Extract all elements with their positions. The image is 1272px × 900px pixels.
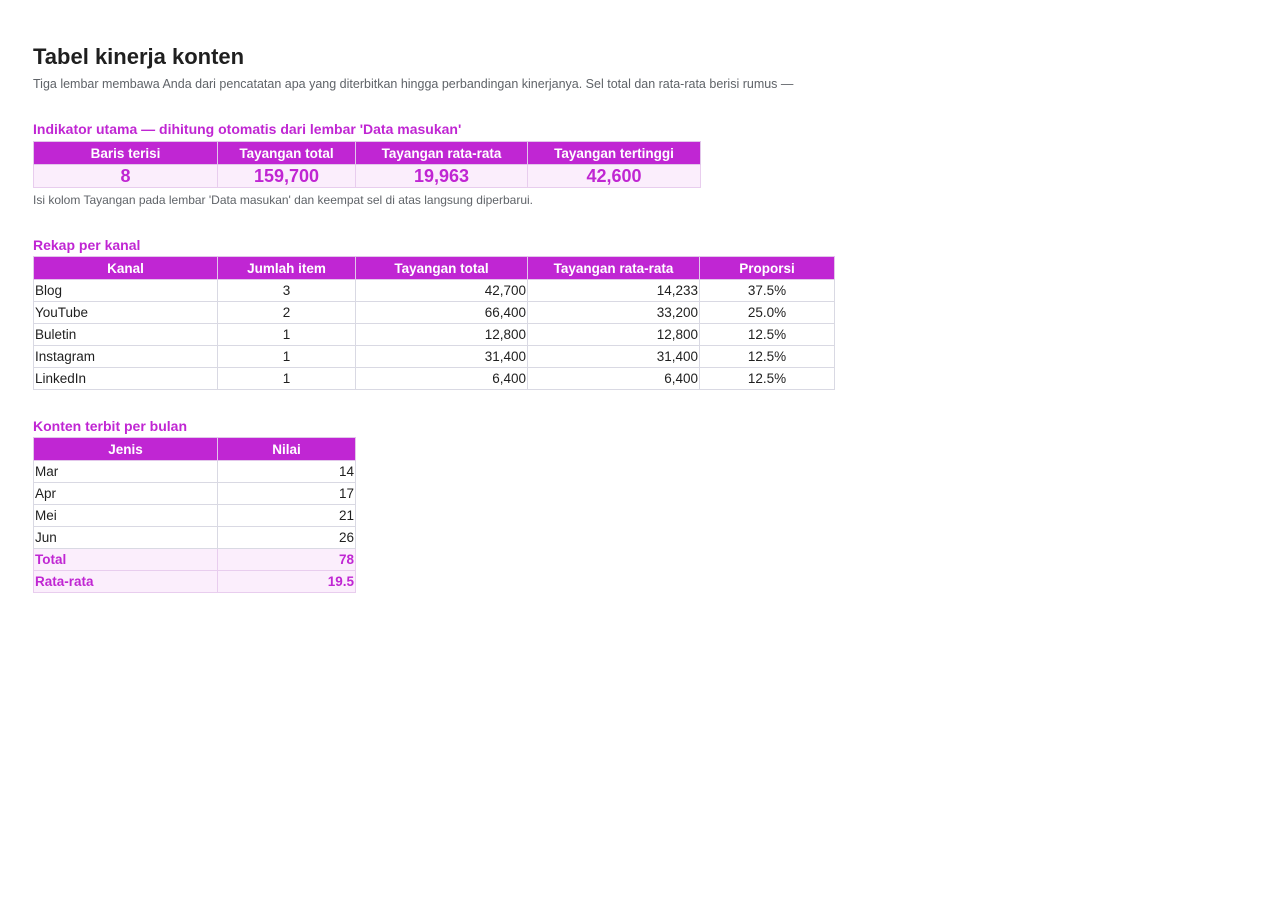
- table-row: [34, 461, 356, 483]
- channel-count-cell[interactable]: 2: [218, 302, 356, 324]
- channels-section-title: Rekap per kanal: [33, 237, 141, 253]
- channel-name-cell[interactable]: Instagram: [34, 346, 218, 368]
- table-row: [34, 324, 835, 346]
- channels-header-cell[interactable]: Tayangan rata-rata: [528, 257, 700, 280]
- channels-header-cell[interactable]: Jumlah item: [218, 257, 356, 280]
- kpi-note: Isi kolom Tayangan pada lembar 'Data masukan' dan keempat sel di atas langsung diperbarui.: [33, 193, 533, 207]
- monthly-header-row: [34, 438, 356, 461]
- channel-share-cell[interactable]: 12.5%: [700, 324, 835, 346]
- channel-total-cell[interactable]: 12,800: [356, 324, 528, 346]
- channel-count-cell[interactable]: 1: [218, 324, 356, 346]
- month-label-cell[interactable]: Apr: [34, 483, 218, 505]
- channel-average-cell[interactable]: 14,233: [528, 280, 700, 302]
- total-value-cell[interactable]: 78: [218, 549, 356, 571]
- channel-name-cell[interactable]: YouTube: [34, 302, 218, 324]
- table-row: [34, 505, 356, 527]
- month-label-cell[interactable]: Jun: [34, 527, 218, 549]
- channels-header-cell[interactable]: Kanal: [34, 257, 218, 280]
- channel-average-cell[interactable]: 31,400: [528, 346, 700, 368]
- page-title: Tabel kinerja konten: [33, 44, 245, 69]
- channel-total-cell[interactable]: 42,700: [356, 280, 528, 302]
- monthly-header-cell[interactable]: Jenis: [34, 438, 218, 461]
- channel-average-cell[interactable]: 12,800: [528, 324, 700, 346]
- channel-share-cell[interactable]: 12.5%: [700, 368, 835, 390]
- table-row: [34, 368, 835, 390]
- monthly-table: [33, 437, 356, 593]
- month-value-cell[interactable]: 21: [218, 505, 356, 527]
- month-label-cell[interactable]: Mar: [34, 461, 218, 483]
- table-row: [34, 302, 835, 324]
- total-label-cell[interactable]: Total: [34, 549, 218, 571]
- kpi-header-cell[interactable]: Tayangan rata-rata: [356, 142, 528, 165]
- month-label-cell[interactable]: Mei: [34, 505, 218, 527]
- channel-name-cell[interactable]: Buletin: [34, 324, 218, 346]
- month-value-cell[interactable]: 26: [218, 527, 356, 549]
- kpi-value-cell[interactable]: 19,963: [356, 165, 528, 188]
- kpi-header-cell[interactable]: Tayangan tertinggi: [528, 142, 701, 165]
- kpi-header-row: [34, 142, 701, 165]
- kpi-header-cell[interactable]: Baris terisi: [34, 142, 218, 165]
- monthly-header-cell[interactable]: Nilai: [218, 438, 356, 461]
- total-row: [34, 549, 356, 571]
- channel-total-cell[interactable]: 66,400: [356, 302, 528, 324]
- page-subtitle: Tiga lembar membawa Anda dari pencatatan apa yang diterbitkan hingga perbandingan kinerjanya. Sel total dan rata-rata berisi rumus —: [33, 77, 794, 91]
- kpi-table: [33, 141, 701, 188]
- kpi-value-row: [34, 165, 701, 188]
- kpi-header-cell[interactable]: Tayangan total: [218, 142, 356, 165]
- average-label-cell[interactable]: Rata-rata: [34, 571, 218, 593]
- table-row: [34, 280, 835, 302]
- average-value-cell[interactable]: 19.5: [218, 571, 356, 593]
- monthly-section-title: Konten terbit per bulan: [33, 418, 187, 434]
- channels-table: [33, 256, 835, 390]
- channel-total-cell[interactable]: 31,400: [356, 346, 528, 368]
- channel-share-cell[interactable]: 25.0%: [700, 302, 835, 324]
- average-row: [34, 571, 356, 593]
- table-row: [34, 346, 835, 368]
- channel-share-cell[interactable]: 12.5%: [700, 346, 835, 368]
- channels-header-row: [34, 257, 835, 280]
- channel-average-cell[interactable]: 33,200: [528, 302, 700, 324]
- channel-total-cell[interactable]: 6,400: [356, 368, 528, 390]
- table-row: [34, 483, 356, 505]
- channel-average-cell[interactable]: 6,400: [528, 368, 700, 390]
- month-value-cell[interactable]: 14: [218, 461, 356, 483]
- channels-header-cell[interactable]: Tayangan total: [356, 257, 528, 280]
- kpi-section-title: Indikator utama — dihitung otomatis dari lembar 'Data masukan': [33, 121, 462, 137]
- kpi-value-cell[interactable]: 8: [34, 165, 218, 188]
- channel-name-cell[interactable]: LinkedIn: [34, 368, 218, 390]
- kpi-value-cell[interactable]: 42,600: [528, 165, 701, 188]
- channel-count-cell[interactable]: 1: [218, 346, 356, 368]
- table-row: [34, 527, 356, 549]
- channels-header-cell[interactable]: Proporsi: [700, 257, 835, 280]
- channel-count-cell[interactable]: 1: [218, 368, 356, 390]
- channel-share-cell[interactable]: 37.5%: [700, 280, 835, 302]
- month-value-cell[interactable]: 17: [218, 483, 356, 505]
- kpi-value-cell[interactable]: 159,700: [218, 165, 356, 188]
- channel-count-cell[interactable]: 3: [218, 280, 356, 302]
- channel-name-cell[interactable]: Blog: [34, 280, 218, 302]
